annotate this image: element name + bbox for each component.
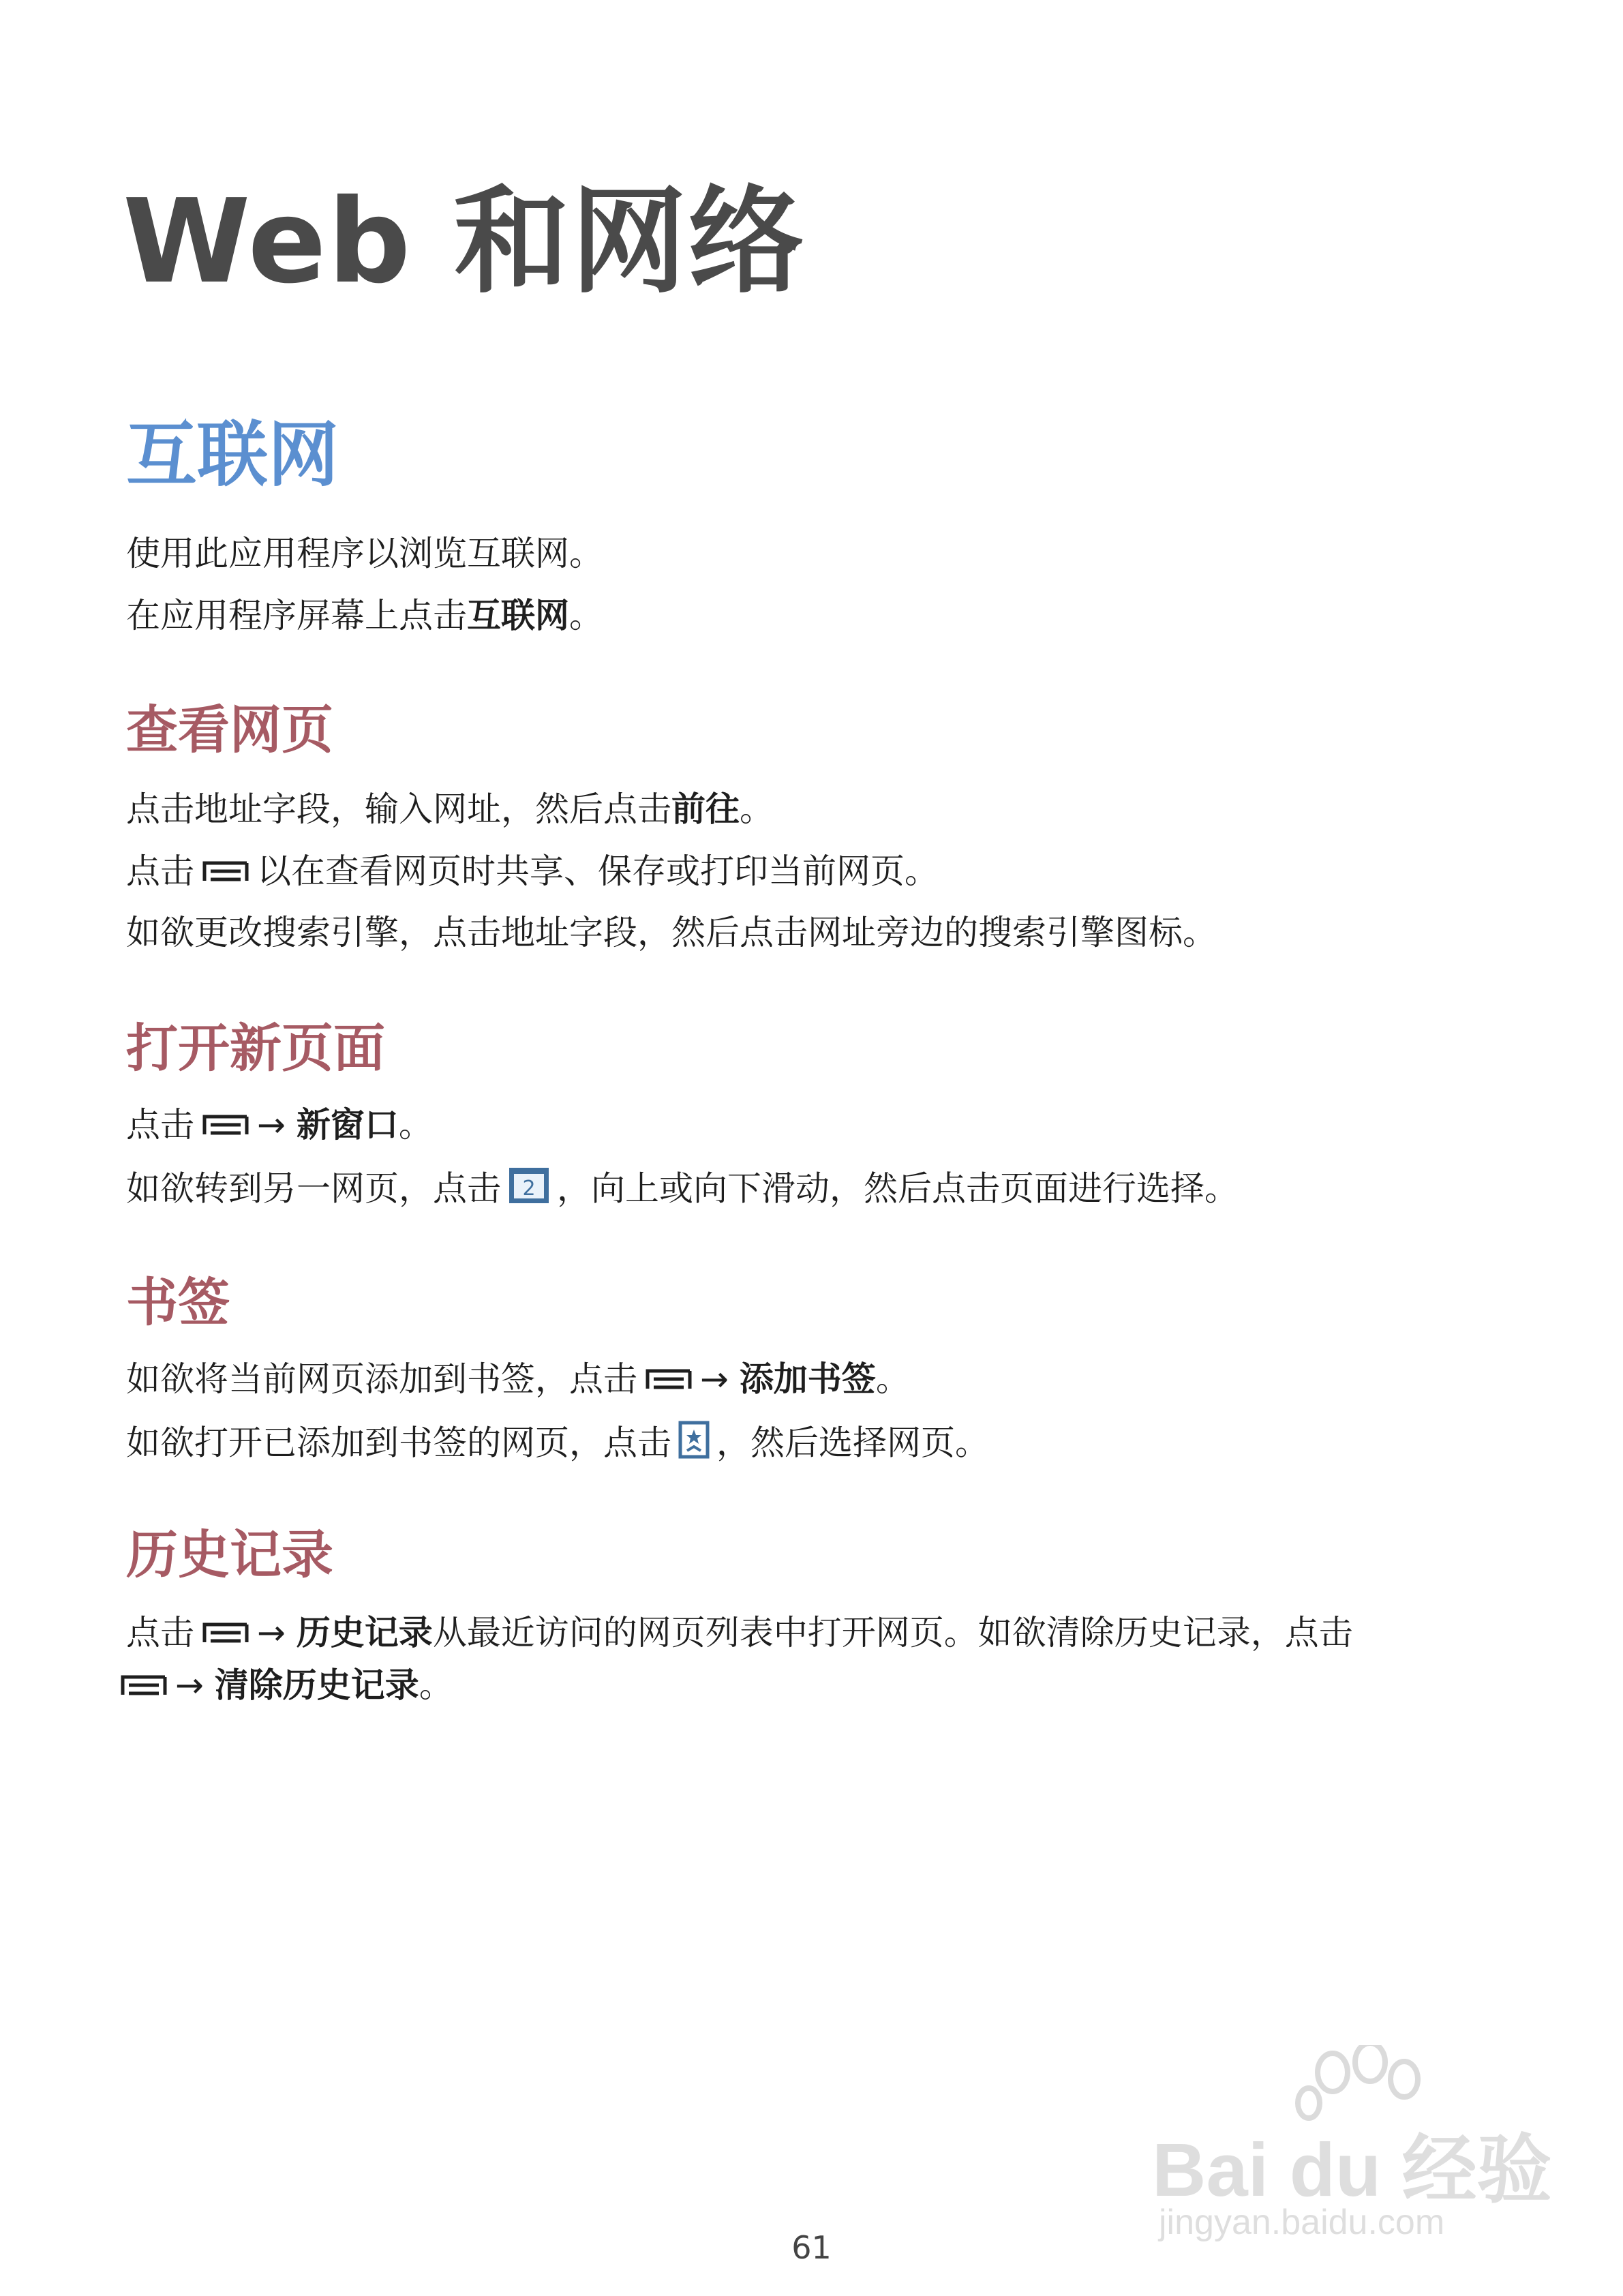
chapter-title: Web 和网络	[123, 175, 806, 309]
subhead-view-page: 查看网页	[126, 699, 333, 760]
arrow: →	[175, 1665, 204, 1705]
subhead-history: 历史记录	[126, 1524, 333, 1585]
view-page-line-1: 点击地址字段，输入网址，然后点击前往。	[126, 789, 774, 829]
subhead-new-page: 打开新页面	[126, 1018, 385, 1078]
menu-icon	[201, 1619, 250, 1646]
section-title: 互联网	[126, 413, 339, 496]
history-line-1: 点击 → 历史记录从最近访问的网页列表中打开网页。如欲清除历史记录，点击	[126, 1613, 1353, 1652]
view-page-line-2: 点击 以在查看网页时共享、保存或打印当前网页。	[126, 851, 939, 891]
menu-icon	[119, 1672, 168, 1699]
windows-icon	[508, 1166, 550, 1210]
watermark-brand: Bai du 经验	[1152, 2128, 1552, 2212]
history-line-2: → 清除历史记录。	[119, 1668, 453, 1702]
bookmark-icon	[678, 1421, 710, 1464]
arrow: →	[257, 1105, 286, 1145]
add-bookmark-label: 添加书签	[739, 1359, 876, 1399]
page-number: 61	[791, 2229, 832, 2266]
new-page-line-2: 如欲转到另一网页，点击 2 ，向上或向下滑动，然后点击页面进行选择。	[126, 1169, 1239, 1213]
menu-icon	[644, 1365, 693, 1393]
go-label: 前往	[671, 789, 740, 829]
intro-line-2: 在应用程序屏幕上点击互联网。	[126, 596, 603, 635]
intro-line-1: 使用此应用程序以浏览互联网。	[126, 534, 603, 573]
new-page-line-1: 点击 → 新窗口。	[126, 1105, 433, 1145]
subhead-bookmarks: 书签	[126, 1272, 230, 1333]
menu-icon	[201, 1111, 250, 1138]
history-label: 历史记录	[296, 1613, 433, 1652]
clear-history-label: 清除历史记录	[214, 1665, 419, 1705]
menu-icon	[201, 858, 250, 885]
arrow: →	[700, 1359, 729, 1399]
view-page-line-3: 如欲更改搜索引擎，点击地址字段，然后点击网址旁边的搜索引擎图标。	[126, 913, 1217, 952]
bookmarks-line-2: 如欲打开已添加到书签的网页，点击 ，然后选择网页。	[126, 1423, 989, 1467]
arrow: →	[257, 1613, 286, 1652]
svg-text:2: 2	[522, 1177, 536, 1200]
new-window-label: 新窗口	[296, 1105, 399, 1145]
internet-app-name: 互联网	[467, 596, 569, 635]
watermark-url: jingyan.baidu.com	[1159, 2203, 1445, 2242]
bookmarks-line-1: 如欲将当前网页添加到书签，点击 → 添加书签。	[126, 1359, 910, 1399]
baidu-watermark	[1152, 2045, 1552, 2250]
